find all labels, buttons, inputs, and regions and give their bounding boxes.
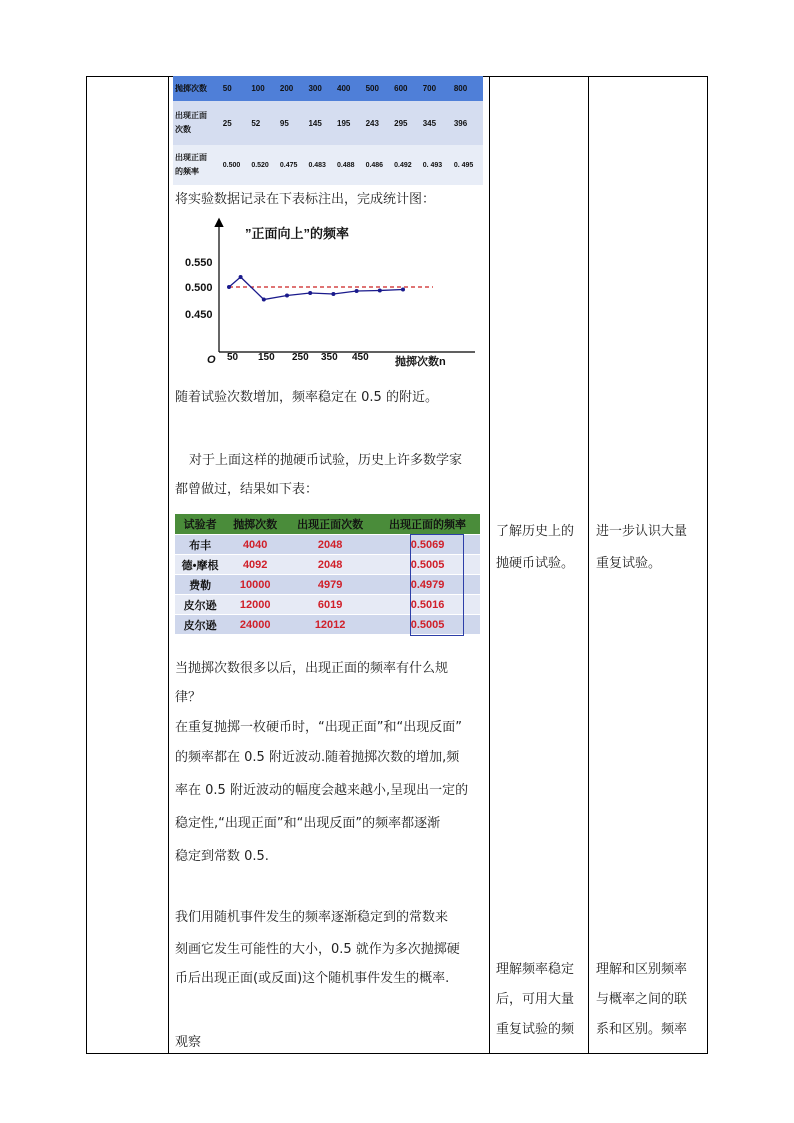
table-cell: 24000	[225, 615, 285, 635]
x-tick-label: 450	[352, 352, 369, 363]
origin-label: O	[207, 354, 216, 366]
design-intent-line: 系和区别。频率	[596, 1022, 688, 1037]
table-cell: 0.5005	[375, 615, 480, 635]
history-paragraph-line: 都曾做过，结果如下表：	[175, 482, 319, 497]
frequency-line-chart	[175, 212, 480, 372]
table-cell: 出现正面次数	[285, 514, 375, 535]
table-cell: 4040	[225, 535, 285, 555]
table-cell: 100	[249, 76, 278, 101]
table-cell: 12012	[285, 615, 375, 635]
answer-line: 的频率都在 0.5 附近波动.随着抛掷次数的增加,频	[175, 750, 460, 765]
table-cell: 300	[306, 76, 335, 101]
table-cell: 皮尔逊	[175, 615, 225, 635]
table-header-row	[173, 76, 483, 101]
table-cell: 试验者	[175, 514, 225, 535]
table-cell: 0.5069	[375, 535, 480, 555]
y-tick-label: 0.450	[185, 309, 213, 321]
table-cell: 600	[392, 76, 421, 101]
data-point	[401, 288, 405, 292]
table-cell: 145	[306, 101, 335, 145]
answer-line: 在重复抛掷一枚硬币时，“出现正面”和“出现反面”	[175, 720, 462, 735]
table-cell: 出现正面的频率	[375, 514, 480, 535]
table-cell: 布丰	[175, 535, 225, 555]
data-point	[227, 285, 231, 289]
table-cell: 0. 493	[421, 145, 452, 185]
question-line: 律？	[175, 690, 202, 705]
table-cell: 800	[452, 76, 483, 101]
y-tick-label: 0.550	[185, 257, 213, 269]
table-cell: 295	[392, 101, 421, 145]
table-cell: 400	[335, 76, 364, 101]
x-tick-label: 350	[321, 352, 338, 363]
data-point	[239, 275, 243, 279]
table-cell: 德•摩根	[175, 555, 225, 575]
design-intent-line: 理解和区别频率	[596, 962, 688, 977]
table-cell: 0.488	[335, 145, 364, 185]
frequency-highlight-box	[410, 534, 464, 636]
record-instruction: 将实验数据记录在下表标注出，完成统计图：	[175, 192, 436, 207]
table-cell: 0.475	[278, 145, 307, 185]
table-cell: 0.483	[306, 145, 335, 185]
design-intent-line: 重复试验。	[596, 556, 662, 571]
table-cell: 12000	[225, 595, 285, 615]
answer-line: 稳定性,“出现正面”和“出现反面”的频率都逐渐	[175, 816, 441, 831]
table-row-head	[173, 101, 221, 145]
table-cell: 700	[421, 76, 452, 101]
table-cell: 0.500	[221, 145, 250, 185]
data-point	[308, 291, 312, 295]
table-cell: 500	[364, 76, 393, 101]
table-cell: 皮尔逊	[175, 595, 225, 615]
column-divider	[588, 76, 589, 1054]
definition-line: 我们用随机事件发生的频率逐渐稳定到的常数来	[175, 910, 449, 925]
design-intent-line: 抛硬币试验。	[496, 556, 575, 571]
table-cell: 6019	[285, 595, 375, 615]
column-divider	[489, 76, 490, 1054]
row-head-line: 的频率	[175, 167, 199, 176]
design-intent-line: 进一步认识大量	[596, 524, 688, 539]
table-row-head	[173, 145, 221, 185]
row-head-line: 次数	[175, 125, 191, 134]
history-paragraph-line: 对于上面这样的抛硬币试验，历史上许多数学家	[189, 453, 463, 468]
observe-label: 观察	[175, 1035, 202, 1050]
table-header-row	[175, 514, 480, 535]
table-cell: 10000	[225, 575, 285, 595]
design-intent-line: 后，可用大量	[496, 992, 575, 1007]
x-axis-label: 抛掷次数n	[395, 356, 446, 368]
design-intent-line: 理解频率稳定	[496, 962, 575, 977]
table-cell: 0.520	[249, 145, 278, 185]
row-head-line: 出现正面	[175, 111, 207, 120]
definition-line: 币后出现正面(或反面)这个随机事件发生的概率.	[175, 971, 450, 986]
data-point	[331, 292, 335, 296]
x-tick-label: 50	[227, 352, 239, 363]
question-line: 当抛掷次数很多以后，出现正面的频率有什么规	[175, 661, 449, 676]
answer-line: 稳定到常数 0.5.	[175, 849, 269, 864]
table-cell: 345	[421, 101, 452, 145]
table-cell: 0.5016	[375, 595, 480, 615]
table-cell: 396	[452, 101, 483, 145]
data-point	[262, 298, 266, 302]
data-point	[355, 289, 359, 293]
table-row	[173, 145, 483, 185]
data-point	[378, 289, 382, 293]
x-tick-label: 250	[292, 352, 309, 363]
table-cell: 0. 495	[452, 145, 483, 185]
data-point	[285, 294, 289, 298]
table-cell: 抛掷次数	[225, 514, 285, 535]
table-row	[173, 101, 483, 145]
table-cell: 50	[221, 76, 250, 101]
table-cell: 25	[221, 101, 250, 145]
column-divider	[168, 76, 169, 1054]
table-cell: 2048	[285, 535, 375, 555]
table-cell: 95	[278, 101, 307, 145]
row-head-line: 出现正面	[175, 153, 207, 162]
table-cell: 4979	[285, 575, 375, 595]
x-tick-label: 150	[258, 352, 275, 363]
table-cell: 0.492	[392, 145, 421, 185]
table-cell: 0.4979	[375, 575, 480, 595]
answer-line: 率在 0.5 附近波动的幅度会越来越小,呈现出一定的	[175, 783, 469, 798]
chart-title: ”正面向上”的频率	[245, 226, 350, 241]
table-cell: 243	[364, 101, 393, 145]
definition-line: 刻画它发生可能性的大小，0.5 就作为多次抛掷硬	[175, 942, 460, 957]
table-cell: 0.5005	[375, 555, 480, 575]
table-cell: 抛掷次数	[173, 76, 221, 101]
design-intent-line: 重复试验的频	[496, 1022, 575, 1037]
series-line	[229, 277, 403, 300]
stability-statement: 随着试验次数增加，频率稳定在 0.5 的附近。	[175, 390, 438, 405]
table-cell: 费勒	[175, 575, 225, 595]
table-cell: 195	[335, 101, 364, 145]
table-cell: 200	[278, 76, 307, 101]
design-intent-line: 了解历史上的	[496, 524, 575, 539]
table-cell: 2048	[285, 555, 375, 575]
table-cell: 0.486	[364, 145, 393, 185]
y-tick-label: 0.500	[185, 282, 213, 294]
design-intent-line: 与概率之间的联	[596, 992, 688, 1007]
table-cell: 4092	[225, 555, 285, 575]
table-cell: 52	[249, 101, 278, 145]
experiment-data-table	[173, 76, 483, 185]
